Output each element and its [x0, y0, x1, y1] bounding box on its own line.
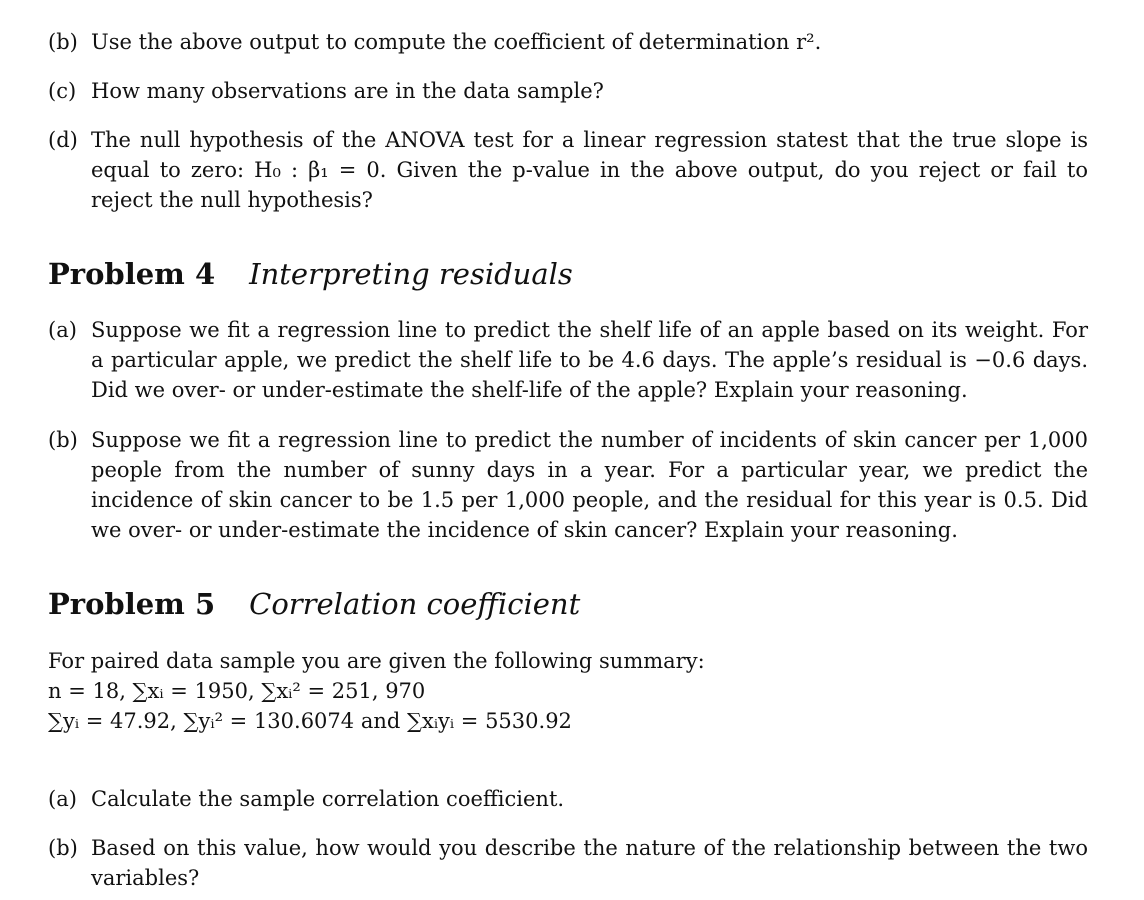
item-text: Suppose we fit a regression line to predict the number of incidents of skin cancer per 1,000 people from the number of sunny days in a year. For a particular year, we predict the incidence of skin cancer to be 1.5 per 1,000 people, and the residual for this year is 0.5. Did we over- or under-estimate the incidence of skin cancer? Explain your reasoning.	[91, 428, 1088, 542]
item-label: (d)	[48, 128, 78, 152]
item-label: (b)	[48, 30, 78, 54]
problem-5-intro: For paired data sample you are given the following summary:	[48, 649, 705, 673]
problem-4-heading	[48, 256, 573, 292]
problem-title: Correlation coefficient	[249, 587, 581, 621]
problem-title: Interpreting residuals	[249, 257, 573, 291]
problem-number: Problem 5	[48, 587, 216, 621]
question-c	[48, 76, 1088, 106]
item-text: Calculate the sample correlation coefficient.	[91, 787, 565, 811]
problem-number: Problem 4	[48, 257, 216, 291]
item-label: (c)	[48, 79, 77, 103]
item-text: The null hypothesis of the ANOVA test for a linear regression statest that the true slope is equal to zero: H₀ : β₁ = 0. Given the p-value in the above output, do you reject or fail to reject the null hypothesis?	[91, 128, 1088, 212]
problem-4-item-b	[48, 425, 1088, 545]
item-label: (a)	[48, 787, 77, 811]
problem-5-heading	[48, 586, 580, 622]
item-text: Based on this value, how would you describe the nature of the relationship between the two variables?	[91, 836, 1088, 890]
item-label: (b)	[48, 428, 78, 452]
problem-4-item-a	[48, 315, 1088, 405]
question-d	[48, 125, 1088, 215]
question-b	[48, 27, 1088, 57]
summary-line-1: n = 18, ∑xᵢ = 1950, ∑xᵢ² = 251, 970	[48, 679, 426, 703]
item-text: Use the above output to compute the coefficient of determination r².	[91, 30, 822, 54]
problem-5-item-a	[48, 784, 1088, 814]
item-text: Suppose we fit a regression line to predict the shelf life of an apple based on its weight. For a particular apple, we predict the shelf life to be 4.6 days. The apple’s residual is −0.6 days. Did we over- or under-estimate the shelf-life of the apple? Explain your reasoning.	[91, 318, 1088, 402]
item-text: How many observations are in the data sample?	[91, 79, 604, 103]
item-label: (a)	[48, 318, 77, 342]
summary-line-2: ∑yᵢ = 47.92, ∑yᵢ² = 130.6074 and ∑xᵢyᵢ = 5530.92	[48, 709, 572, 733]
problem-5-item-b	[48, 833, 1088, 893]
item-label: (b)	[48, 836, 78, 860]
